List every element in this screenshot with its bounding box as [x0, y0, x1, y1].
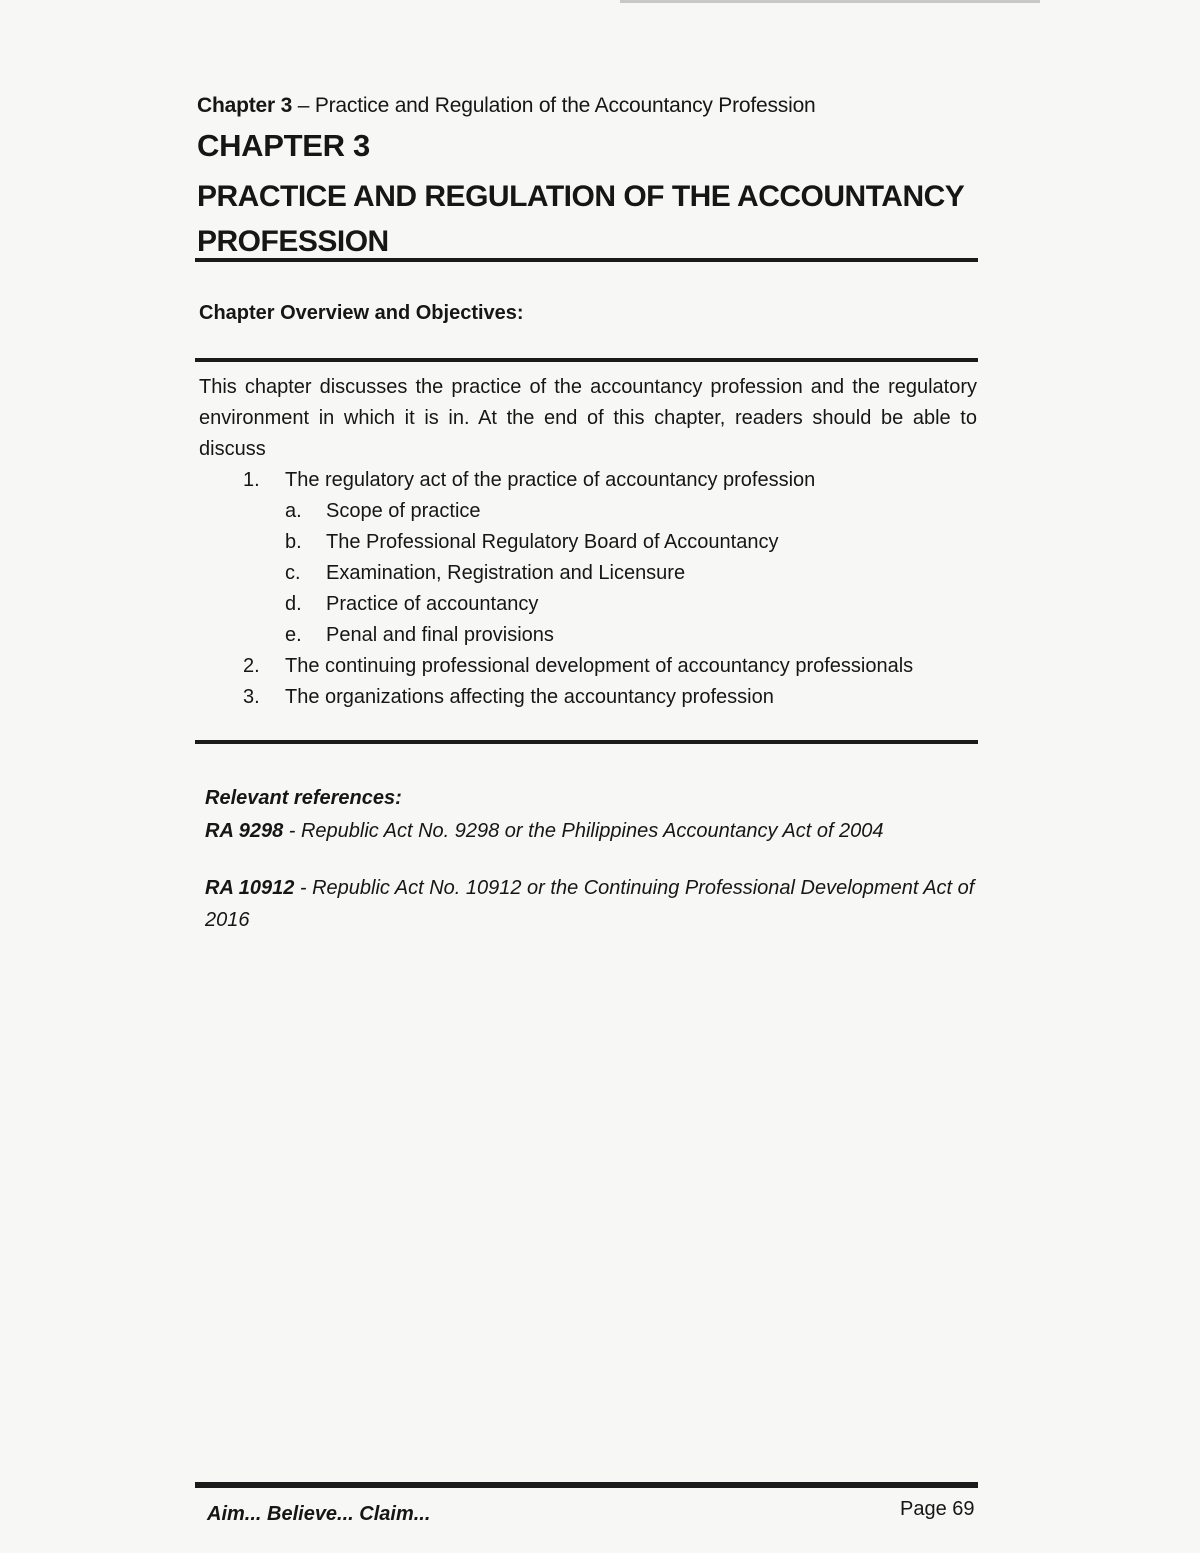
sub-list-item-letter: d.	[285, 593, 302, 615]
sub-list-item-letter: b.	[285, 531, 302, 553]
reference-item	[205, 872, 985, 936]
sub-list-item-text: Penal and final provisions	[326, 624, 554, 646]
sub-list-item-text: The Professional Regulatory Board of Accountancy	[326, 531, 779, 553]
list-item-text: The continuing professional development of accountancy professionals	[285, 655, 914, 677]
reference-code: RA 9298	[205, 820, 284, 842]
objectives-list	[199, 465, 989, 713]
objectives-divider	[195, 740, 978, 744]
page-edge-mark	[620, 0, 1040, 3]
list-item	[199, 651, 989, 682]
sub-list-item-text: Scope of practice	[326, 500, 481, 522]
chapter-number: CHAPTER 3	[197, 128, 370, 163]
list-item-text: The regulatory act of the practice of accountancy profession	[285, 469, 816, 491]
header-chapter-label: Chapter 3	[197, 94, 293, 117]
overview-divider	[195, 358, 978, 362]
reference-item	[205, 815, 985, 847]
overview-heading: Chapter Overview and Objectives:	[199, 302, 524, 324]
sub-list-item-text: Examination, Registration and Licensure	[326, 562, 686, 584]
sub-list-item-letter: c.	[285, 562, 301, 584]
list-item-number: 2.	[243, 655, 260, 677]
overview-intro: This chapter discusses the practice of the accountancy profession and the regulatory environment in which it is in. At the end of this chapter, readers should be able to discuss	[199, 376, 977, 460]
reference-text: - Republic Act No. 9298 or the Philippines Accountancy Act of 2004	[283, 820, 884, 842]
sub-list-item	[199, 496, 989, 527]
footer-divider	[195, 1482, 978, 1488]
list-item-number: 3.	[243, 686, 260, 708]
page-number: Page 69	[900, 1498, 975, 1520]
list-item-number: 1.	[243, 469, 260, 491]
chapter-title: PRACTICE AND REGULATION OF THE ACCOUNTANCY PROFESSION	[197, 180, 964, 258]
sub-list-item	[199, 589, 989, 620]
reference-text: - Republic Act No. 10912 or the Continuing Professional Development Act of 2016	[205, 877, 975, 931]
running-header	[197, 94, 816, 118]
references-heading: Relevant references:	[205, 787, 402, 809]
sub-list-item-letter: e.	[285, 624, 302, 646]
sub-list-item	[199, 620, 989, 651]
header-subtitle: Practice and Regulation of the Accountancy Profession	[314, 94, 816, 117]
sub-list-item	[199, 527, 989, 558]
header-separator: –	[292, 94, 315, 117]
title-divider	[195, 258, 978, 262]
list-item-text: The organizations affecting the accountancy profession	[285, 686, 774, 708]
list-item	[199, 465, 989, 496]
list-item	[199, 682, 989, 713]
sub-list-item-letter: a.	[285, 500, 302, 522]
sub-list-item	[199, 558, 989, 589]
reference-code: RA 10912	[205, 877, 295, 899]
sub-list-item-text: Practice of accountancy	[326, 593, 539, 615]
footer-motto: Aim... Believe... Claim...	[207, 1503, 431, 1525]
